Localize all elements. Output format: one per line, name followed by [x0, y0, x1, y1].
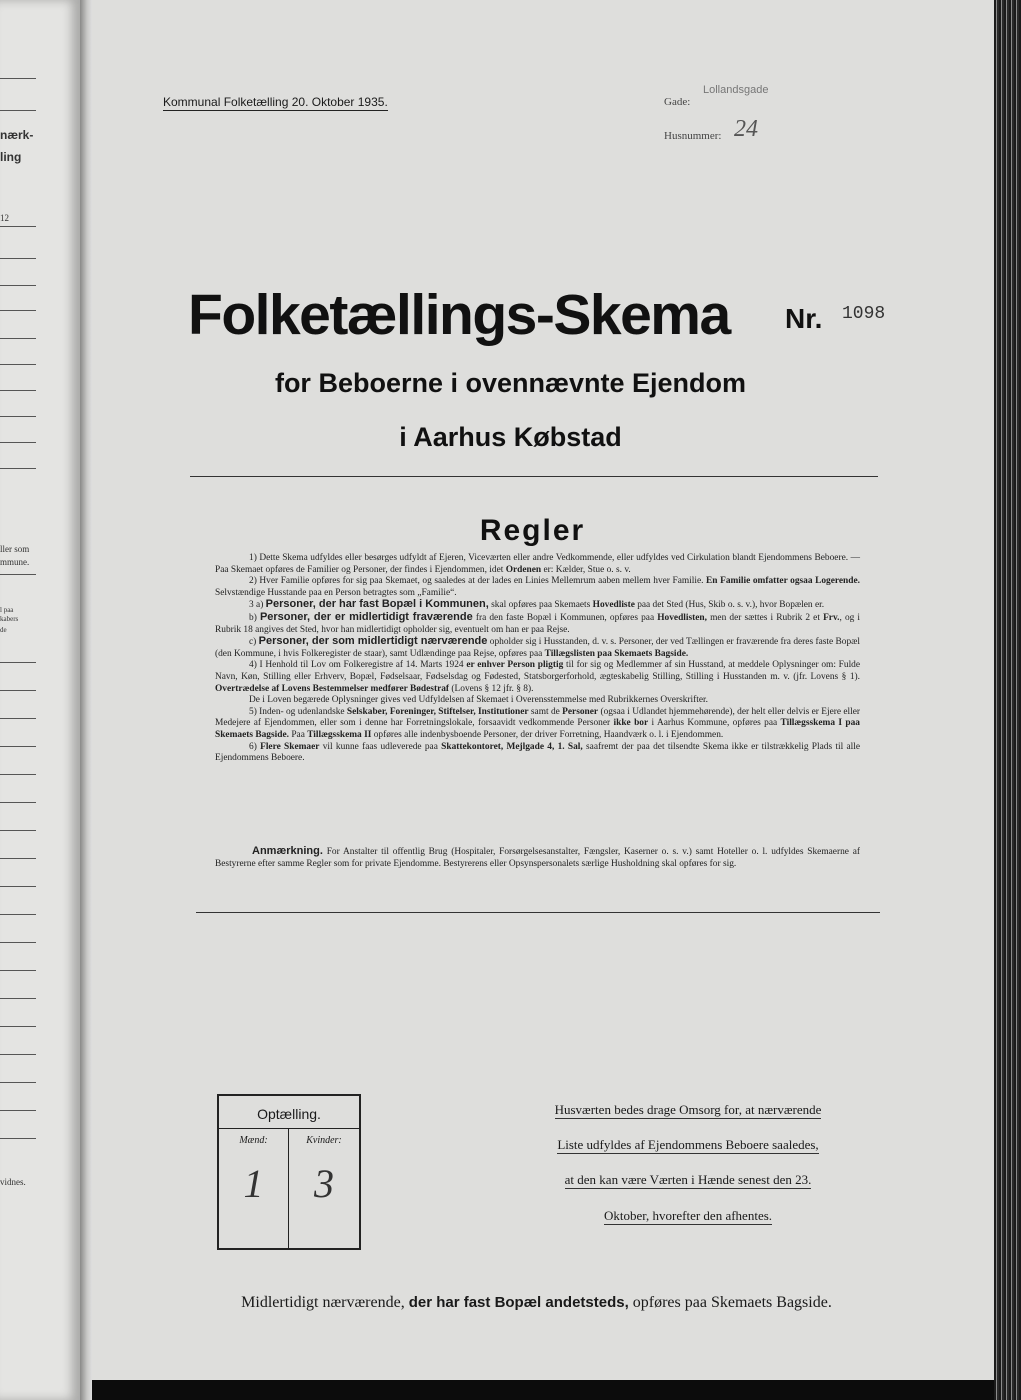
left-rule	[0, 830, 36, 831]
left-rule	[0, 774, 36, 775]
left-rule	[0, 690, 36, 691]
left-rule	[0, 858, 36, 859]
kvinder-count: 3	[314, 1161, 334, 1206]
husvaert-line-4: Oktober, hvorefter den afhentes.	[603, 1208, 773, 1223]
maend-label: Mænd:	[239, 1135, 268, 1146]
kvinder-label: Kvinder:	[306, 1135, 342, 1146]
anmaerkning-label: Anmærkning.	[252, 845, 323, 857]
left-fragment: ller som	[0, 544, 30, 554]
left-fragment: l paa	[0, 606, 14, 614]
left-fragment: vidnes.	[0, 1177, 26, 1187]
rule-4-note: De i Loven begærede Oplysninger gives ved Udfyldelsen af Skemaet i Overensstemmelse med Rubrikkernes Overskrifter.	[249, 695, 708, 706]
husnummer-label: Husnummer:	[664, 130, 722, 142]
left-rule	[0, 942, 36, 943]
rule-5: 5) Inden- og udenlandske Selskaber, Foreninger, Stiftelser, Institutioner samt de Personer (ogsaa i Udlandet hjemmehørende), der helt eller delvis er Ejere eller Medejere af Ejendommen, eller som i denne har Forretningslokale, forsaavidt vedkommende Personer ikke bor i Aarhus Kommune, opføres paa Tillægsskema I paa Skemaets Bagside. Paa Tillægsskema II opføres alle indenbysboende Personer, der driver Forretning, Haandværk o. l. i Ejendommen.	[215, 706, 861, 740]
left-rule	[0, 914, 36, 915]
left-rule	[0, 468, 36, 469]
anmaerkning-note	[215, 846, 860, 871]
rule-3b: b) Personer, der er midlertidigt fraværende fra den faste Bopæl i Kommunen, opføres paa Hovedlisten, men der sættes i Rubrik 2 et Frv., og i Rubrik 18 angives det Sted, hvor han midlertidigt opholder sig, eventuelt om han er paa Rejse.	[215, 610, 861, 635]
left-rule	[0, 1054, 36, 1055]
left-fragment: ling	[0, 150, 22, 164]
rule-6: 6) Flere Skemaer vil kunne faas udleverede paa Skattekontoret, Mejlgade 4, 1. Sal, saafremt der paa det tilsendte Skema ikke er tilstrækkelig Plads til alle Ejendommens Beboere.	[215, 741, 861, 764]
left-fragment: de	[0, 626, 7, 634]
left-rule	[0, 364, 36, 365]
kvinder-column	[289, 1129, 359, 1248]
optaelling-title: Optælling.	[219, 1096, 359, 1129]
divider	[196, 912, 880, 913]
anmaerkning-text: For Anstalter til offentlig Brug (Hospitaler, Forsørgelsesanstalter, Fængsler, Kaserner o. s. v.) samt Hoteller o. l. udfyldes Skemaerne af Bestyrerne efter samme Regler som for private Ejendomme. Bestyrerens eller Opsynspersonalets særlige Husholdning skal opføres for sig.	[215, 847, 860, 869]
left-rule	[0, 574, 36, 575]
form-number: 1098	[842, 304, 886, 324]
maend-column	[219, 1129, 289, 1248]
left-rule	[0, 662, 36, 663]
optaelling-box	[217, 1094, 361, 1250]
left-rule	[0, 258, 36, 259]
left-rule	[0, 1082, 36, 1083]
left-rule	[0, 998, 36, 999]
rule-3a: 3 a) Personer, der har fast Bopæl i Kommunen, skal opføres paa Skemaets Hovedliste paa det Sted (Hus, Skib o. s. v.), hvor Bopælen er.	[249, 598, 825, 611]
rule-4: 4) I Henhold til Lov om Folkeregistre af 14. Marts 1924 er enhver Person pligtig til for sig og Medlemmer af sin Husstand, at meddele Oplysninger om: Fulde Navn, Køn, Stilling eller Erhverv, Bopæl, Fødselsaar, Fødselsdag og Fødested, Statsborgerforhold, ægteskabelig Stilling, Stilling i Husstanden m. v. (jfr. Lovens § 1). Overtrædelse af Lovens Bestemmelser medfører Bødestraf (Lovens § 12 jfr. § 8).	[215, 660, 861, 694]
left-rule	[0, 746, 36, 747]
left-rule	[0, 1110, 36, 1111]
left-rule	[0, 1138, 36, 1139]
left-rule	[0, 338, 36, 339]
gade-label: Gade:	[664, 96, 691, 108]
divider	[190, 476, 878, 477]
husvaert-line-2: Liste udfyldes af Ejendommens Beboere saaledes,	[557, 1137, 819, 1152]
book-spine	[80, 0, 92, 1400]
rules-text	[215, 553, 860, 765]
form-title: Folketællings-Skema	[188, 283, 730, 347]
left-rule	[0, 78, 36, 79]
husnummer-value: 24	[734, 116, 758, 142]
census-line: Kommunal Folketælling 20. Oktober 1935.	[163, 95, 388, 109]
regler-heading: Regler	[479, 514, 586, 547]
left-rule	[0, 226, 36, 227]
left-rule	[0, 416, 36, 417]
left-fragment: nærk-	[0, 128, 34, 142]
maend-count: 1	[243, 1161, 264, 1206]
gade-value: Lollandsgade	[703, 84, 769, 96]
husvaert-line-3: at den kan være Værten i Hænde senest den 23.	[564, 1172, 812, 1187]
rule-2: 2) Hver Familie opføres for sig paa Skemaet, og saaledes at der lades en Linies Mellemrum aaben mellem hver Familie. En Familie omfatter ogsaa Logerende. Selvstændige Husstande paa en Person betragtes som „Familie“.	[215, 576, 860, 598]
left-page-edge	[0, 0, 80, 1400]
left-rule	[0, 310, 36, 311]
rule-3c: c) Personer, der som midlertidigt nærværende opholder sig i Husstanden, d. v. s. Personer, der ved Tællingen er fraværende fra deres faste Bopæl (den Kommune, i hvis Folkeregister de staar), samt Udlændinge paa Rejse, opføres paa Tillægslisten paa Skemaets Bagside.	[215, 635, 861, 659]
husvaert-line-1: Husværten bedes drage Omsorg for, at nærværende	[554, 1102, 822, 1117]
left-rule	[0, 718, 36, 719]
left-rule	[0, 886, 36, 887]
subtitle-line-1: for Beboerne i ovennævnte Ejendom	[274, 368, 747, 398]
page-stack-edge	[994, 0, 1021, 1400]
left-rule	[0, 802, 36, 803]
left-fragment: 12	[0, 213, 9, 223]
left-fragment: mmune.	[0, 557, 30, 567]
bottom-note: Midlertidigt nærværende, der har fast Bopæl andetsteds, opføres paa Skemaets Bagside.	[241, 1294, 832, 1311]
subtitle-line-2: i Aarhus Købstad	[399, 422, 622, 452]
nr-label: Nr.	[785, 303, 823, 334]
rule-1: 1) Dette Skema udfyldes eller besørges udfyldt af Ejeren, Viceværten eller andre Vedkommende, eller udfyldes ved Cirkulation blandt Ejendommens Beboere. — Paa Skemaet opføres de Familier og Personer, der findes i Ejendommen, idet Ordenen er: Kælder, Stue o. s. v.	[215, 553, 860, 575]
left-rule	[0, 1026, 36, 1027]
left-rule	[0, 970, 36, 971]
left-rule	[0, 285, 36, 286]
left-rule	[0, 110, 36, 111]
left-fragment: kabers	[0, 615, 19, 623]
